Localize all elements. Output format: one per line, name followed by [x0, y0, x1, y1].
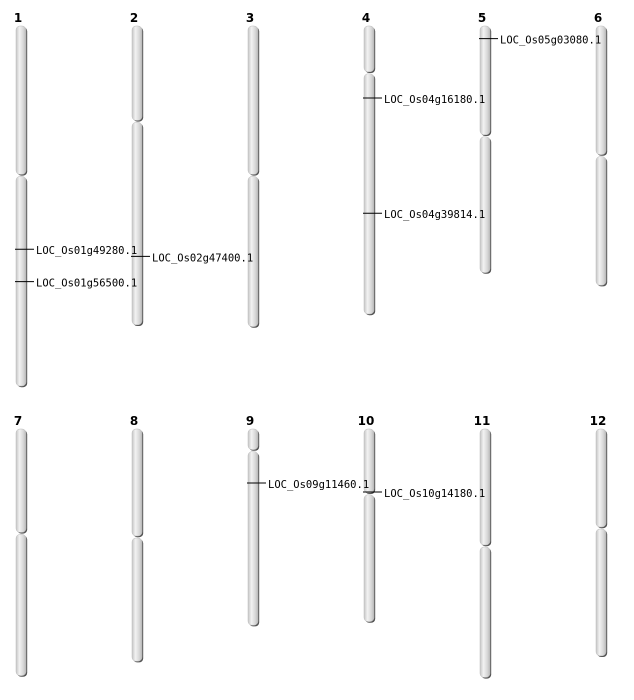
chromosome-number: 9: [245, 414, 255, 428]
chromosome-5: [478, 11, 491, 274]
chromosome-number: 11: [473, 414, 491, 428]
chromosome-number: 1: [13, 11, 23, 25]
chromosome-short-arm: [596, 429, 606, 527]
chromosome-short-arm: [248, 26, 258, 174]
chromosome-12: [590, 414, 608, 657]
chromosome-long-arm: [132, 122, 142, 324]
chromosome-number: 7: [13, 414, 23, 428]
gene-marker: [363, 488, 485, 500]
chromosome-short-arm: [480, 26, 490, 135]
chromosome-9: [246, 414, 259, 626]
gene-marker: [479, 35, 601, 47]
chromosome-7: [14, 414, 27, 677]
chromosome-number: 12: [589, 414, 607, 428]
chromosome-short-arm: [16, 429, 26, 532]
chromosome-long-arm: [480, 547, 490, 677]
chromosome-short-arm: [248, 429, 258, 450]
gene-marker: [131, 252, 253, 264]
gene-marker: [363, 94, 485, 106]
chromosome-number: 2: [129, 11, 139, 25]
chromosome-number: 5: [477, 11, 487, 25]
chromosome-number: 4: [361, 11, 371, 25]
gene-marker-group: [15, 35, 601, 500]
chromosome-group: [14, 11, 607, 679]
chromosome-number: 6: [593, 11, 603, 25]
gene-marker: [247, 479, 369, 491]
chromosome-short-arm: [16, 26, 26, 174]
chromosome-8: [130, 414, 143, 662]
gene-label: LOC_Os01g56500.1: [36, 277, 138, 290]
gene-marker: [363, 209, 485, 221]
chromosome-long-arm: [480, 137, 490, 273]
gene-label: LOC_Os09g11460.1: [268, 479, 370, 491]
gene-marker: [15, 278, 137, 290]
chromosome-short-arm: [132, 429, 142, 536]
chromosome-number: 10: [357, 414, 375, 428]
chromosome-long-arm: [596, 529, 606, 656]
chromosome-long-arm: [132, 538, 142, 661]
chromosome-6: [594, 11, 607, 286]
chromosome-long-arm: [596, 157, 606, 286]
gene-label: LOC_Os02g47400.1: [152, 252, 254, 265]
gene-label: LOC_Os04g39814.1: [384, 209, 486, 222]
chromosome-long-arm: [16, 534, 26, 675]
chromosome-number: 3: [245, 11, 255, 25]
chromosome-short-arm: [480, 429, 490, 545]
chromosome-long-arm: [364, 495, 374, 622]
chromosome-11: [474, 414, 492, 679]
chromosome-long-arm: [364, 74, 374, 314]
gene-label: LOC_Os04g16180.1: [384, 94, 486, 106]
chromosome-3: [246, 11, 259, 328]
gene-label: LOC_Os10g14180.1: [384, 488, 486, 500]
chromosome-long-arm: [248, 452, 258, 626]
gene-marker: [15, 245, 137, 257]
chromosome-number: 8: [129, 414, 139, 428]
chromosome-short-arm: [364, 26, 374, 72]
chromosome-4: [362, 11, 375, 315]
chromosome-short-arm: [132, 26, 142, 120]
gene-label: LOC_Os05g03080.1: [500, 34, 602, 47]
chromosome-10: [358, 414, 376, 623]
chromosome-1: [14, 11, 27, 387]
gene-label: LOC_Os01g49280.1: [36, 245, 138, 258]
